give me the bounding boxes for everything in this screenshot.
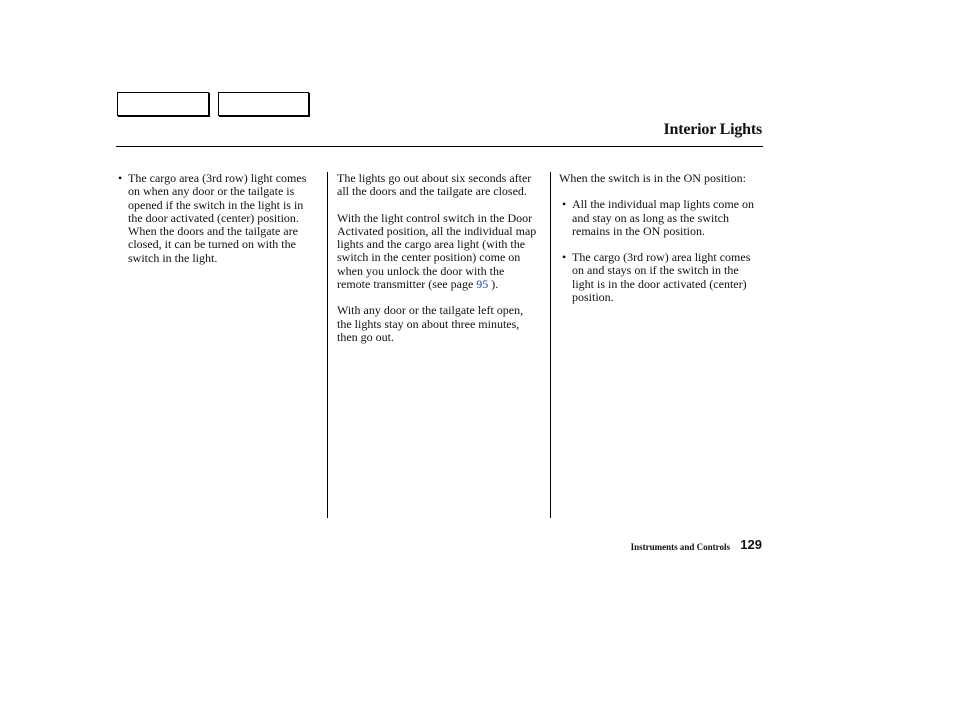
footer-section-title: Instruments and Controls bbox=[630, 542, 730, 552]
paragraph: With any door or the tailgate left open, the lights stay on about three minutes, then go out. bbox=[337, 303, 524, 344]
list-item bbox=[116, 172, 320, 265]
paragraph-text: With the light control switch in the Door Activated position, all the individual map lights and the cargo area light (with the switch in the center position) come on when you unlock the door with the remote transmitter (see page bbox=[337, 210, 537, 292]
page-number: 129 bbox=[740, 537, 762, 552]
page-title: Interior Lights bbox=[663, 121, 762, 138]
header-divider bbox=[116, 146, 763, 147]
column-divider bbox=[550, 172, 551, 518]
column-divider bbox=[327, 172, 328, 518]
text-column-3 bbox=[559, 172, 763, 304]
bullet-icon: • bbox=[118, 171, 123, 185]
text-column-1 bbox=[116, 172, 320, 265]
list-item-text: The cargo (3rd row) area light comes on and stays on if the switch in the light is in the door activated (center) position. bbox=[572, 250, 751, 305]
bullet-icon: • bbox=[562, 197, 567, 212]
paragraph: When the switch is in the ON position: bbox=[559, 171, 746, 185]
paragraph: The lights go out about six seconds after all the doors and the tailgate are closed. bbox=[337, 171, 532, 199]
paragraph-text: ). bbox=[488, 277, 499, 292]
bullet-icon: • bbox=[562, 250, 567, 265]
list-item-text: The cargo area (3rd row) light comes on when any door or the tailgate is opened if the switch in the light is in the door activated (center) position. When the doors and the tailgate are closed, it can be turned on with the switch in the light. bbox=[128, 171, 307, 265]
previous-page-button[interactable] bbox=[117, 92, 209, 116]
page-link[interactable]: 95 bbox=[476, 277, 489, 292]
list-item-text: All the individual map lights come on and stay on as long as the switch remains in the ON position. bbox=[572, 197, 754, 238]
paragraph bbox=[337, 212, 537, 292]
next-page-button[interactable] bbox=[218, 92, 309, 116]
list-item bbox=[559, 251, 763, 304]
text-column-2 bbox=[337, 172, 537, 344]
list-item bbox=[559, 198, 763, 238]
